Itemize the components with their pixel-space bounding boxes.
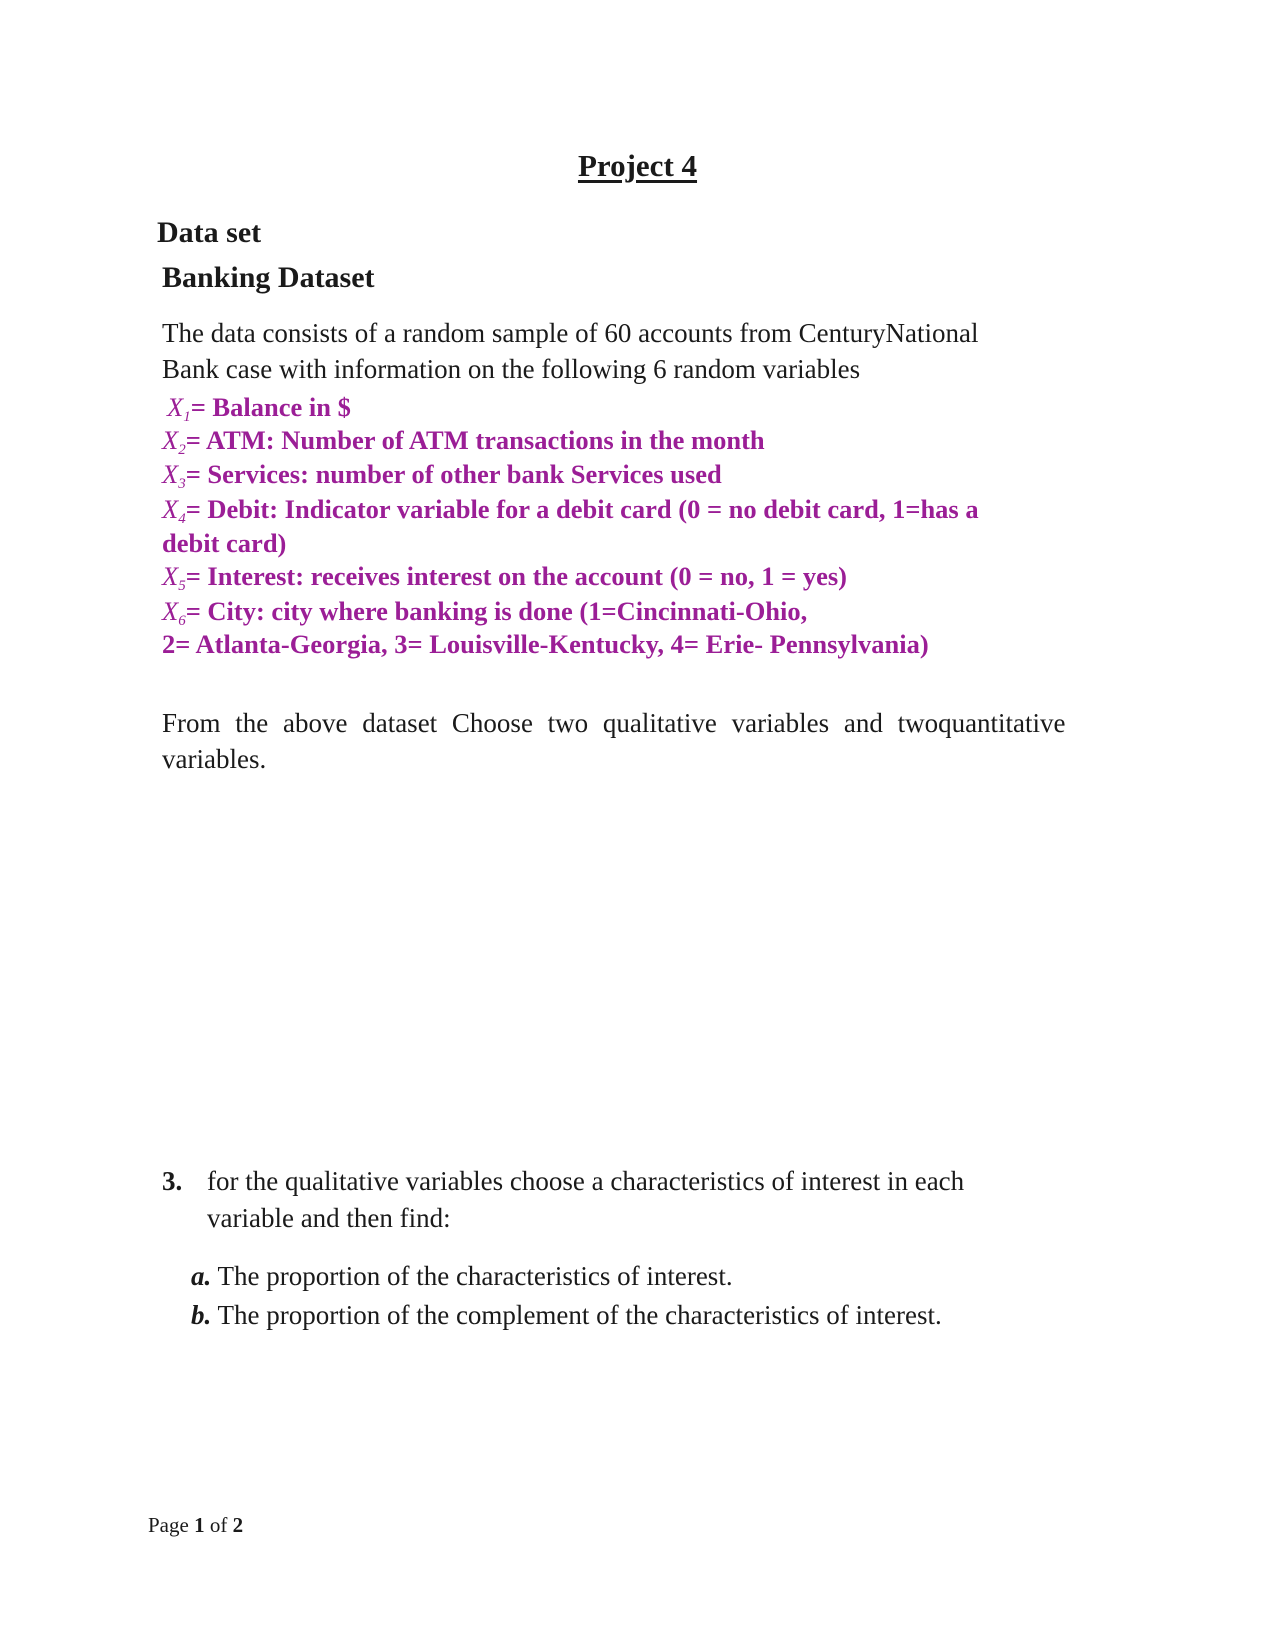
variable-x1 xyxy=(167,392,351,426)
variable-text: 2= Atlanta-Georgia, 3= Louisville-Kentucky, 4= Erie- Pennsylvania) xyxy=(162,629,929,659)
variable-symbol: X xyxy=(162,425,179,455)
variable-text: = ATM: Number of ATM transactions in the month xyxy=(185,425,765,455)
footer-current-page: 1 xyxy=(194,1513,205,1537)
variable-subscript: 1 xyxy=(183,409,191,425)
variable-x4 xyxy=(162,494,979,528)
item-letter: a. xyxy=(191,1261,212,1291)
variable-x2 xyxy=(162,425,765,459)
variable-symbol: X xyxy=(162,596,179,626)
variable-text: debit card) xyxy=(162,528,287,558)
variable-subscript: 2 xyxy=(178,442,186,458)
variable-symbol: X xyxy=(167,392,184,422)
variable-text: = Balance in $ xyxy=(190,392,351,422)
variable-symbol: X xyxy=(162,494,179,524)
intro-paragraph xyxy=(162,315,979,387)
variable-subscript: 3 xyxy=(178,476,186,492)
variable-x3 xyxy=(162,459,722,493)
variable-symbol: X xyxy=(162,459,179,489)
question-item-b xyxy=(191,1300,942,1331)
footer-prefix: Page xyxy=(148,1513,195,1537)
footer-total-pages: 2 xyxy=(232,1513,244,1537)
variable-x5 xyxy=(162,561,847,595)
question-item-a xyxy=(191,1261,733,1292)
page-footer xyxy=(148,1513,243,1538)
question-3 xyxy=(162,1163,964,1237)
question-line: for the qualitative variables choose a characteristics of interest in each xyxy=(207,1166,965,1196)
variable-text: = Interest: receives interest on the account (0 = no, 1 = yes) xyxy=(185,561,847,591)
instruction-line: variables. xyxy=(162,744,267,774)
footer-middle: of xyxy=(204,1513,233,1537)
variable-x4-continued xyxy=(162,528,286,559)
item-text: The proportion of the characteristics of interest. xyxy=(211,1261,733,1291)
instruction-paragraph xyxy=(162,705,1066,777)
variable-x6-continued xyxy=(162,629,929,660)
variable-text: = City: city where banking is done (1=Cincinnati-Ohio, xyxy=(185,596,808,626)
item-letter: b. xyxy=(191,1300,212,1330)
variable-subscript: 6 xyxy=(178,613,186,629)
instruction-line: From the above dataset Choose two qualitative variables and twoquantitative xyxy=(162,708,1066,738)
item-text: The proportion of the complement of the characteristics of interest. xyxy=(211,1300,942,1330)
intro-line: Bank case with information on the following 6 random variables xyxy=(162,354,861,384)
section-heading-data-set: Data set xyxy=(157,216,262,249)
section-heading-banking-dataset: Banking Dataset xyxy=(162,261,375,294)
variable-subscript: 4 xyxy=(178,511,186,527)
question-number: 3. xyxy=(162,1166,183,1196)
variable-text: = Debit: Indicator variable for a debit card (0 = no debit card, 1=has a xyxy=(185,494,979,524)
question-line: variable and then find: xyxy=(207,1203,451,1233)
variable-symbol: X xyxy=(162,561,179,591)
variable-x6 xyxy=(162,596,807,630)
variable-subscript: 5 xyxy=(178,578,186,594)
intro-line: The data consists of a random sample of 60 accounts from CenturyNational xyxy=(162,318,979,348)
variable-text: = Services: number of other bank Services used xyxy=(185,459,722,489)
page-title: Project 4 xyxy=(577,148,698,183)
